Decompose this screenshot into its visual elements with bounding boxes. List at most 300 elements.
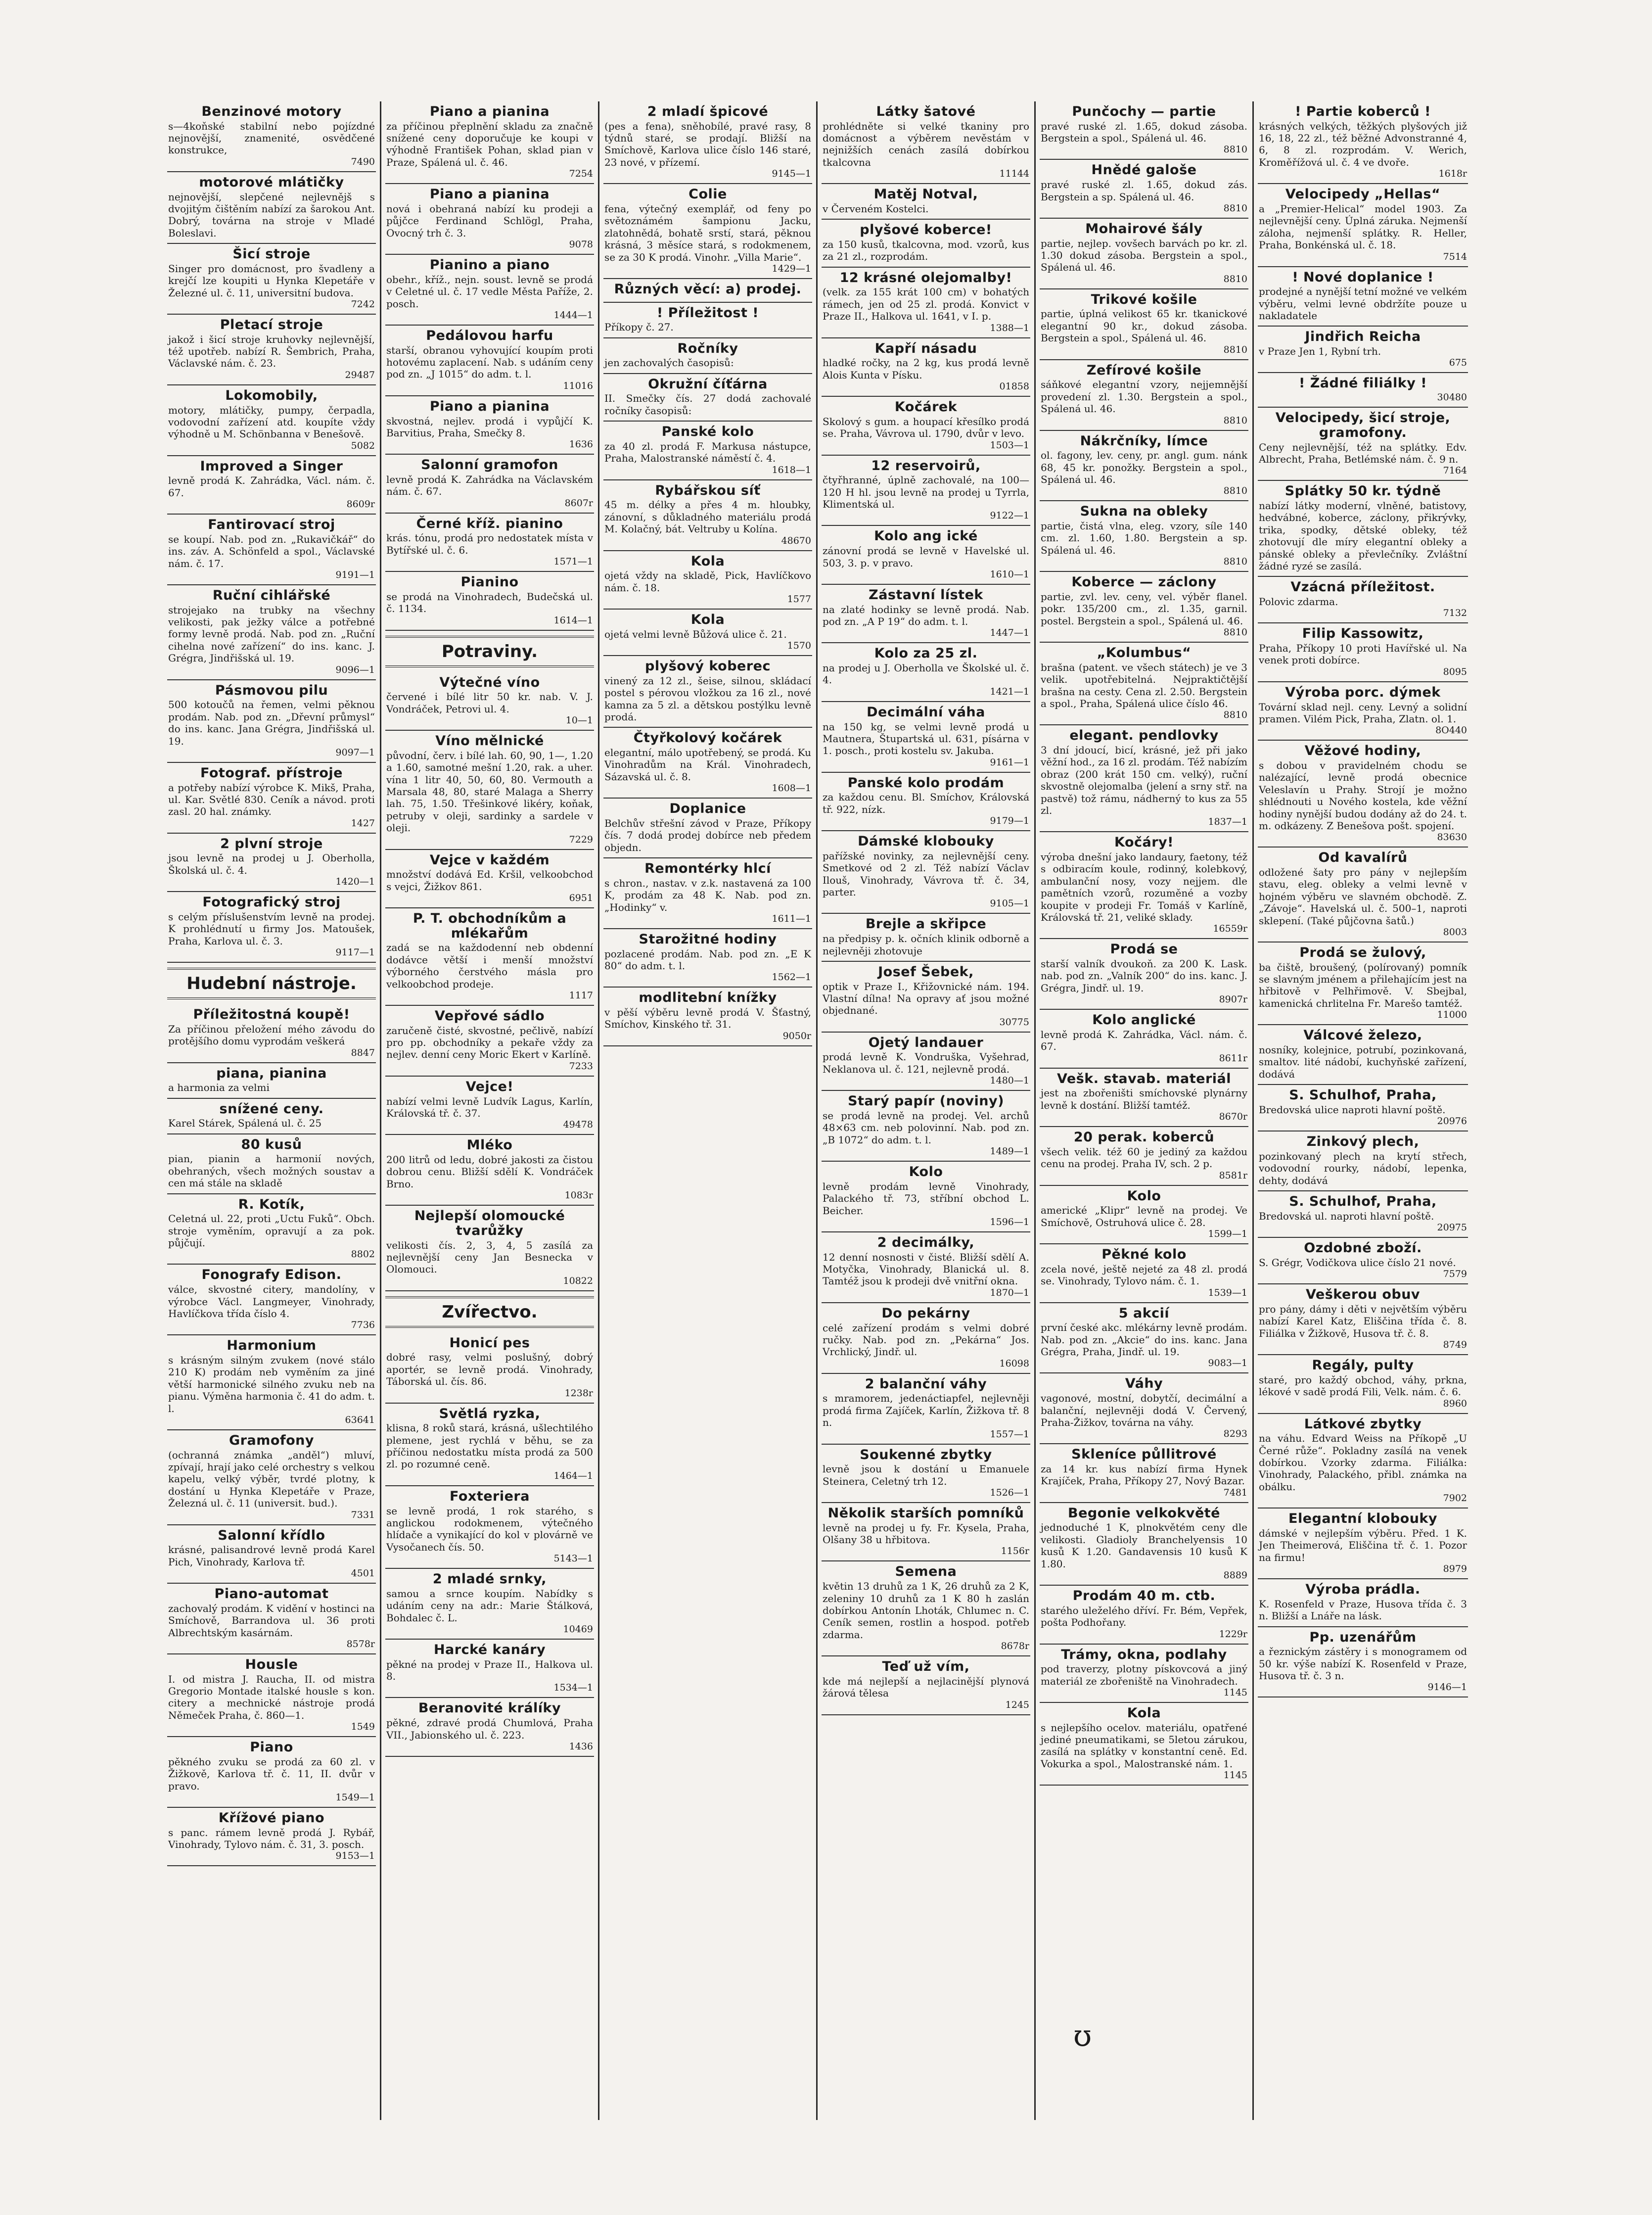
ad-reference-number: 9117—1: [335, 947, 375, 958]
classified-ad: [385, 1333, 594, 1404]
ad-title: ! Příležitost !: [656, 305, 759, 321]
ad-body: Tovární sklad nejl. ceny. Levný a solidní pramen. Vilém Pick, Praha, Zlatn. ol. 1.: [1259, 701, 1467, 725]
ad-title: Piano-automat: [214, 1586, 329, 1602]
ad-reference-number: 48670: [781, 535, 811, 546]
ad-body: Belchův střešní závod v Praze, Příkopy čís. 7 dodá prodej dobírce neb předem objedn.: [604, 817, 811, 853]
classified-ad: [603, 338, 812, 374]
ad-title: Kočárek: [894, 399, 958, 415]
ad-reference-number: 1503—1: [990, 439, 1029, 451]
ad-reference-number: 8749: [1443, 1339, 1467, 1351]
ad-reference-number: 7164: [1443, 465, 1467, 476]
ad-body: (ochranná známka „anděl“) mluví, zpívají, hrají jako celé orchestry s velkou kapelu, velký výběr, tvrdé plotny, k dostání u Hynka Klepetáře v Praze, Železná ul. č. 11 (universit. bud.).: [168, 1449, 375, 1509]
ad-reference-number: 8802: [351, 1249, 375, 1260]
classified-ad: [1040, 219, 1248, 289]
ad-body: pian, pianin a harmonií nových, obehraných, všech možných soustav a cen má stále na skladě: [168, 1153, 375, 1189]
ad-title: plyšový koberec: [645, 659, 771, 674]
classified-ad: [167, 244, 376, 315]
classified-ad: [1040, 725, 1248, 832]
ad-reference-number: 1436: [569, 1741, 593, 1752]
classified-ad: [1258, 1355, 1468, 1414]
ad-reference-number: 8095: [1443, 666, 1467, 677]
classified-ad: [167, 1134, 376, 1194]
ad-body: pěkné, zdravé prodá Chumlová, Praha VII., Jabionského ul. č. 223.: [386, 1717, 593, 1741]
ad-reference-number: 01858: [999, 381, 1029, 392]
ad-title: Josef Šebek,: [878, 964, 974, 980]
classified-ad: [1258, 741, 1468, 848]
ad-body: pod traverzy, plotny pískovcová a jiný materiál ze zbořeniště na Vinohradech.: [1041, 1663, 1247, 1687]
ad-reference-number: 1444—1: [553, 309, 593, 321]
ad-title: Velocipedy „Hellas“: [1285, 187, 1441, 202]
ad-body: krásné, palisandrové levně prodá Karel Pich, Vinohrady, Karlova tř.: [168, 1544, 375, 1568]
ad-reference-number: 1526—1: [990, 1487, 1029, 1498]
ad-reference-number: 8O440: [1435, 725, 1467, 736]
classified-ad: [167, 1063, 376, 1099]
ad-title: Piano a pianina: [429, 187, 550, 202]
classified-ad: [385, 184, 594, 255]
ad-reference-number: 1610—1: [990, 568, 1029, 580]
ad-title: S. Schulhof, Praha,: [1289, 1087, 1437, 1103]
ad-title: Pianino a piano: [429, 257, 550, 273]
classified-ad: [385, 850, 594, 908]
ad-title: Kolo za 25 zl.: [874, 646, 978, 661]
ad-title: Výroba porc. dýmek: [1285, 684, 1441, 700]
ad-body: I. od mistra J. Raucha, II. od mistra Gregorio Montade italské housle s kon. citery a mechnické nástroje prodá Němeček Praha, č. 860—1.: [168, 1673, 375, 1721]
classified-ad: [167, 1265, 376, 1335]
ad-body: Bredovská ulice naproti hlavní poště.: [1259, 1103, 1446, 1116]
ad-body: se koupí. Nab. pod zn. „Rukavičkář“ do ins. záv. A. Schönfeld a spol., Václavské nám. č. 17.: [168, 533, 375, 569]
ad-reference-number: 7229: [569, 834, 593, 845]
ad-title: Begonie velkokvěté: [1068, 1505, 1220, 1521]
ad-reference-number: 9083—1: [1208, 1358, 1247, 1369]
ad-reference-number: 20975: [1437, 1222, 1467, 1233]
classified-ad: [603, 374, 812, 422]
ad-reference-number: 8889: [1223, 1570, 1247, 1581]
ad-title: Harmonium: [227, 1338, 317, 1354]
newspaper-page: [163, 101, 1499, 2120]
ad-reference-number: 7490: [351, 156, 375, 167]
classified-ad: [1258, 682, 1468, 741]
ad-title: 12 krásné olejomalby!: [839, 270, 1012, 285]
classified-ad: [822, 1303, 1030, 1374]
classified-ad: [603, 988, 812, 1046]
classified-ad: [1258, 408, 1468, 481]
ad-title: Ročníky: [677, 340, 738, 356]
classified-ad: [822, 184, 1030, 220]
ad-reference-number: 8003: [1443, 927, 1467, 938]
classified-ad: [167, 456, 376, 515]
ad-reference-number: 1599—1: [1208, 1228, 1247, 1240]
ad-title: „Kolumbus“: [1097, 645, 1192, 661]
classified-ad: [822, 643, 1030, 702]
ad-reference-number: 1421—1: [990, 686, 1029, 697]
ad-body: zachovalý prodám. K vidění v hostinci na Smíchově, Barrandova ul. 36 proti Albrechtským kasárnám.: [168, 1602, 375, 1639]
ad-reference-number: 1549: [351, 1721, 375, 1733]
ad-reference-number: 8607r: [564, 497, 593, 509]
classified-ad: [822, 456, 1030, 526]
ad-reference-number: 1534—1: [553, 1682, 593, 1694]
ad-reference-number: 1388—1: [990, 322, 1029, 333]
ad-reference-number: 8810: [1223, 344, 1247, 355]
ad-title: plyšové koberce!: [860, 222, 992, 238]
ad-reference-number: 5082: [351, 440, 375, 451]
classified-ad: [822, 1232, 1030, 1303]
ad-body: levně prodá K. Zahrádka, Václ. nám. č. 67.: [1041, 1028, 1247, 1053]
ad-body: zcela nové, ještě nejeté za 48 zl. prodá se. Vinohrady, Tylovo nám. č. 1.: [1041, 1263, 1247, 1287]
ad-body: nosníky, kolejnice, potrubí, pozinkovaná, smaltov. lité nádobí, kuchyňské zařízení, dodává: [1259, 1043, 1467, 1080]
ad-body: ol. fagony, lev. ceny, pr. angl. gum. nánk 68, 45 kr. ponožky. Bergstein a spol., Spálená ul. 46.: [1041, 449, 1247, 485]
ad-body: květin 13 druhů za 1 K, 26 druhů za 2 K, zeleniny 10 druhů za 1 K 80 h zaslán dobírkou Antonín Lhoták, Chlumec n. C. Ceník semen, rostlin a hospod. potřeb zdarma.: [823, 1580, 1029, 1641]
ad-title: Kapří násadu: [874, 340, 977, 356]
section-heading: Potraviny.: [385, 636, 594, 667]
ad-title: Sukna na obleky: [1080, 504, 1208, 519]
ad-title: Výtečné víno: [439, 674, 540, 690]
ad-body: prodá levně K. Vondruška, Vyšehrad, Neklanova ul. č. 121, nejlevně prodá.: [823, 1051, 1029, 1075]
ad-title: Salonní gramofon: [421, 457, 558, 473]
ad-reference-number: 9179—1: [990, 815, 1029, 827]
ad-body: pozinkovaný plech na krytí střech, vodovodní rourky, nádobí, lepenka, dehty, dodává: [1259, 1150, 1467, 1186]
ad-reference-number: 1608—1: [772, 783, 811, 794]
ad-title: motorové mlátičky: [199, 174, 344, 190]
ad-body: a harmonia za velmi: [168, 1082, 270, 1094]
ad-body: fena, výtečný exemplář, od feny po světoznámém šampionu Jacku, zlatohnědá, bohatě srstí, stará, pěknou krásná, 3 měsíce stará, s rodokmenem, se za 30 K prodá. Vinohr. „Villa Marie“.: [604, 202, 811, 263]
classified-ad: [1258, 1414, 1468, 1509]
ad-reference-number: 8670r: [1219, 1111, 1247, 1123]
ad-title: Piano a pianina: [429, 398, 550, 414]
ad-title: S. Schulhof, Praha,: [1289, 1194, 1437, 1210]
ad-title: Výroba prádla.: [1305, 1582, 1421, 1598]
ad-title: Okružní číťárna: [648, 376, 768, 392]
ad-reference-number: 1117: [569, 990, 593, 1001]
classified-ad: [385, 255, 594, 326]
classified-ad: [385, 1206, 594, 1291]
ad-body: vagonové, mostní, dobytčí, decimální a balanční, nejlevněji dodá V. Červený, Praha-Žižkov, továrna na váhy.: [1041, 1392, 1247, 1428]
ad-title: Pedálovou harfu: [426, 328, 553, 343]
ad-body: levně prodám levně Vinohrady, Palackého tř. 73, stříbní obchod L. Beicher.: [823, 1180, 1029, 1217]
classified-ad: [1040, 1503, 1248, 1586]
classified-ad: [385, 1135, 594, 1206]
ad-body: zaručeně čisté, skvostné, pečlivě, nabízí pro pp. obchodníky a pekaře vždy za nejlev. denní ceny Moric Ekert v Karlíně.: [386, 1024, 593, 1061]
ad-reference-number: 5143—1: [553, 1553, 593, 1564]
ad-title: Ojetý landauer: [868, 1035, 984, 1050]
ad-reference-number: 11000: [1437, 1009, 1467, 1021]
ad-reference-number: 8810: [1223, 709, 1247, 721]
ad-reference-number: 7233: [569, 1060, 593, 1072]
ad-title: Světlá ryzka,: [439, 1406, 541, 1421]
classified-ad: [1040, 1186, 1248, 1244]
ad-reference-number: 1245: [1005, 1699, 1029, 1710]
classified-ad: [167, 1099, 376, 1134]
ad-body: Ceny nejlevnější, též na splátky. Edv. Albrecht, Praha, Betlémské nám. č. 9 n.: [1259, 441, 1467, 465]
ad-reference-number: 30480: [1437, 392, 1467, 403]
ad-body: partie, čistá vlna, eleg. vzory, síle 140 cm. zl. 1.60, 1.80. Bergstein a sp. Spálená ul. 46.: [1041, 520, 1247, 556]
ad-title: Vepřové sádlo: [434, 1008, 545, 1024]
ad-body: dobré rasy, velmi poslušný, dobrý aportér, se levně prodá. Vinohrady, Táborská ul. čís. 86.: [386, 1351, 593, 1388]
ad-reference-number: 8810: [1223, 273, 1247, 284]
classified-ad: [1040, 832, 1248, 939]
ad-title: Víno mělnické: [435, 733, 544, 749]
ad-body: původní, červ. i bílé lah. 60, 90, 1—, 1.20 a 1.60, samotné mešní 1.20, rak. a uher. vína 1 litr 40, 50, 60, 80. Vermouth a Marsala 48, 80, staré Malaga a Sherry lah. 75, 1.50. Třešinkové likéry, koňak, petruby v oleji, sardinky a sardele v oleji.: [386, 749, 593, 834]
ad-body: na prodej u J. Oberholla ve Školské ul. č. 4.: [823, 662, 1029, 686]
ad-body: v pěší výběru levně prodá V. Šťastný, Smíchov, Kinského tř. 31.: [604, 1006, 811, 1031]
ad-reference-number: 1447—1: [990, 627, 1029, 639]
ad-reference-number: 1618r: [1438, 168, 1467, 180]
ad-reference-number: 1618—1: [772, 464, 811, 475]
classified-ad: [385, 1077, 594, 1135]
classified-ad: [1258, 327, 1468, 373]
ad-reference-number: 1870—1: [990, 1287, 1029, 1298]
ad-body: s panc. rámem levně prodá J. Rybář, Vinohrady, Tylovo nám. č. 31, 3. posch.: [168, 1826, 375, 1851]
ad-title: Decimální váha: [867, 704, 985, 720]
ad-reference-number: 1636: [569, 439, 593, 450]
ad-reference-number: 11016: [563, 380, 593, 391]
ad-title: Piano: [250, 1740, 293, 1755]
ad-reference-number: 1596—1: [990, 1216, 1029, 1227]
classified-ad: [1258, 577, 1468, 623]
ad-body: 12 denní nosnosti v čisté. Bližší sdělí A. Motyčka, Vinohrady, Blanická ul. 8. Tamtéž jsou k prodeji dvě vnitřní okna.: [823, 1251, 1029, 1287]
classified-ad: [1040, 501, 1248, 572]
classified-ad: [167, 680, 376, 763]
classified-ad: [167, 1194, 376, 1265]
classified-ad: [167, 1584, 376, 1654]
ad-body: levně prodá K. Zahrádka, Václ. nám. č. 67.: [168, 474, 375, 499]
ad-title: Semena: [895, 1564, 957, 1580]
ad-title: Panské kolo prodám: [847, 775, 1005, 791]
ad-reference-number: 7481: [1223, 1487, 1247, 1498]
ad-title: Kola: [690, 553, 725, 569]
classified-ad: [1040, 1645, 1248, 1703]
ad-reference-number: 1145: [1223, 1770, 1247, 1781]
ad-reference-number: 10—1: [565, 715, 593, 726]
classified-ad: [167, 385, 376, 456]
ad-body: staré, pro každý obchod, váhy, prkna, lékové v sadě prodá Fili, Velk. nám. č. 6.: [1259, 1373, 1467, 1398]
classified-ad: [1040, 1244, 1248, 1303]
ad-body: sáňkové elegantní vzory, nejjemnější provedení zl. 1.30. Bergstein a spol., Spálená ul. 46.: [1041, 378, 1247, 415]
ad-title: Nejlepší olomoucké tvarůžky: [414, 1208, 565, 1238]
ad-title: Jindřich Reicha: [1305, 329, 1421, 345]
ad-reference-number: 1238r: [564, 1387, 593, 1399]
ad-body: Praha, Příkopy 10 proti Havířské ul. Na venek proti dobírce.: [1259, 642, 1467, 666]
ad-body: Celetná ul. 22, proti „Uctu Fuků“. Obch. stroje vyměním, opravují a za pok. půjčují.: [168, 1213, 375, 1249]
ad-body: v Červeném Kostelci.: [823, 202, 929, 215]
ad-reference-number: 7254: [569, 168, 593, 180]
ad-title: modlitební knížky: [639, 990, 777, 1006]
ad-reference-number: 9191—1: [335, 569, 375, 581]
classified-ad: [167, 172, 376, 244]
ad-title: Punčochy — partie: [1072, 104, 1216, 119]
ad-title: Filip Kassowitz,: [1302, 626, 1424, 642]
ad-title: Šicí stroje: [232, 246, 311, 262]
ad-body: na zlaté hodinky se levně prodá. Nab. pod zn. „A P 19“ do adm. t. l.: [823, 603, 1029, 627]
ad-body: na 150 kg, se velmi levně prodá u Mautnera, Štupartská ul. 631, písárna v 1. posch., proti kostelu sv. Jakuba.: [823, 720, 1029, 757]
ad-body: za příčinou přeplnění skladu za značně snížené ceny doporučuje ke koupi v výhodně František Pohan, sklad pian v Praze, Spálená ul. č. 46.: [386, 120, 593, 168]
ad-body: 500 kotoučů na řemen, velmi pěknou prodám. Nab. pod zn. „Dřevní průmysl“ do ins. kanc. Jana Grégra, Jindřišská ul. 19.: [168, 699, 375, 747]
classified-ad: [1258, 1508, 1468, 1579]
ad-body: samou a srnce koupím. Nabídky s udáním ceny na adr.: Marie Štálková, Bohdalec č. L.: [386, 1587, 593, 1624]
ad-body: velikosti čís. 2, 3, 4, 5 zasílá za nejlevnější ceny Jan Besnecka v Olomouci.: [386, 1239, 593, 1275]
ad-title: Prodám 40 m. ctb.: [1072, 1588, 1216, 1604]
classified-ad: [603, 728, 812, 799]
ad-body: ojetá vždy na skladě, Pick, Havlíčkovo nám. č. 18.: [604, 569, 811, 594]
ad-reference-number: 9096—1: [335, 664, 375, 675]
classified-ad: [167, 892, 376, 963]
ad-reference-number: 30775: [999, 1016, 1029, 1028]
ad-title: Křížové piano: [218, 1810, 325, 1826]
ad-body: pro pány, dámy i děti v největším výběru nabízí Karel Katz, Eliščina třída č. 8. Filiálka v Žižkově, Husova tř. č. 8.: [1259, 1303, 1467, 1339]
ad-body: jsou levně na prodej u J. Oberholla, Školská ul. č. 4.: [168, 852, 375, 876]
ad-body: a „Premier-Helical“ model 1903. Za nejlevnější ceny. Úplná záruka. Nejmenší záloha, nejmenší splátky. R. Heller, Praha, Bonkénská ul. č. 18.: [1259, 202, 1467, 251]
ad-body: všech velik. též 60 je jediný za každou cenu na prodej. Praha IV, sch. 2 p.: [1041, 1145, 1247, 1170]
ad-reference-number: 1557—1: [990, 1428, 1029, 1440]
classified-ad: [603, 279, 812, 303]
ad-reference-number: 9161—1: [990, 756, 1029, 768]
classified-ad: [167, 834, 376, 892]
ad-body: krásných velkých, těžkých plyšových již 16, 18, 22 zl., též běžné Advonstranné 4, 6, 8 zl. rozprodám. V. Werich, Kroměřížová ul. č. 4 ve dvoře.: [1259, 120, 1467, 168]
ad-body: nejnovější, slepčené nejlevnějš s dvojitým čištěním nabízí za šarokou Ant. Dobrý, továrna na stroje v Mladé Boleslavi.: [168, 190, 375, 239]
ad-body: ojetá velmi levně Bůžová ulice č. 21.: [604, 628, 787, 640]
classified-ad: [167, 1654, 376, 1737]
classified-ad: [385, 101, 594, 184]
ad-title: Doplanice: [669, 801, 746, 817]
classified-ad: [822, 526, 1030, 584]
ad-title: Starý papír (noviny): [848, 1093, 1004, 1109]
ad-body: pravé ruské zl. 1.65, dokud zás. Bergstein a sp. Spálená ul. 46.: [1041, 179, 1247, 203]
ad-title: snížené ceny.: [219, 1101, 324, 1117]
ad-body: s krásným silným zvukem (nové stálo 210 K) prodám neb vyměním za jiné větší harmonické silného zvuku neb na pianu. Výměna harmonia č. 41 do adm. t. l.: [168, 1354, 375, 1414]
classified-ad: [822, 268, 1030, 338]
ad-reference-number: 7331: [351, 1509, 375, 1520]
ad-body: Singer pro domácnost, pro švadleny a krejčí lze koupiti u Hynka Klepetáře v Železné ul. č. 11, universitní budova.: [168, 262, 375, 299]
classified-ad: [822, 773, 1030, 831]
classified-ad: [603, 858, 812, 929]
ad-title: Vešk. stavab. materiál: [1056, 1071, 1232, 1086]
ad-title: Kola: [690, 612, 725, 627]
ad-title: Věžové hodiny,: [1304, 743, 1422, 759]
ad-title: Fantirovací stroj: [208, 517, 335, 533]
ad-reference-number: 1464—1: [553, 1470, 593, 1481]
ad-body: vinený za 12 zl., šeise, silnou, skládací postel s pérovou vložkou za 16 zl., nové kamna za 5 zl. a dětskou postýlku levně prodá.: [604, 674, 811, 723]
ad-body: strojejako na trubky na všechny velikosti, pak ježky válce a potřebné formy levně prodá. Nab. pod zn. „Ruční cihelna nové zařízení“ do ins. kanc. J. Grégra, Jindřišská ul. 19.: [168, 604, 375, 664]
classified-ad: [1040, 160, 1248, 218]
ad-body: za 150 kusů, tkalcovna, mod. vzorů, kus za 21 zl., rozprodám.: [823, 238, 1029, 263]
ad-title: Housle: [245, 1656, 298, 1672]
ad-reference-number: 9105—1: [990, 898, 1029, 909]
ad-body: s mramorem, jedenáctiapfel, nejlevněji prodá firma Zajíček, Karlín, Žižkova tř. 8 n.: [823, 1392, 1029, 1429]
classified-ad: [822, 1656, 1030, 1715]
classified-ad: [1040, 1303, 1248, 1374]
ad-reference-number: 10822: [563, 1275, 593, 1286]
ad-body: dámské v nejlepším výběru. Před. 1 K. Jen Theimerová, Eliščina tř. č. 1. Pozor na firmu!: [1259, 1527, 1467, 1563]
ad-body: starší, obranou vyhovující koupím proti hotovému zaplacení. Nab. s udáním ceny pod zn. „J 1015“ do adm. t. l.: [386, 344, 593, 380]
ad-body: Karel Stárek, Spálená ul. č. 25: [168, 1117, 322, 1130]
ad-body: pravé ruské zl. 1.65, dokud zásoba. Bergstein a spol., Spálená ul. 46.: [1041, 120, 1247, 144]
classified-ad: [385, 1006, 594, 1077]
ad-title: 2 plvní stroje: [220, 836, 323, 851]
ad-body: celé zařízení prodám s velmi dobré ručky. Nab. pod zn. „Pekárna“ Jos. Vrchlický, Jindř. ul.: [823, 1321, 1029, 1358]
ad-title: Zefírové košile: [1086, 362, 1202, 378]
classified-ad: [822, 962, 1030, 1033]
ad-body: klisna, 8 roků stará, krásná, ušlechtilého plemene, jest rychlá v běhu, se za příčinou nedostatku místa prodá za 500 zl. po rozumné ceně.: [386, 1422, 593, 1470]
ad-reference-number: 11144: [999, 168, 1029, 180]
classified-ad: [822, 1503, 1030, 1561]
ad-reference-number: 9078: [569, 239, 593, 250]
ad-reference-number: 8847: [351, 1047, 375, 1058]
classified-ad: [1040, 431, 1248, 502]
classified-ad: [385, 396, 594, 455]
ad-title: Fotograf. přístroje: [200, 765, 343, 781]
ad-title: Piano a pianina: [429, 104, 550, 119]
classified-ad: [385, 1698, 594, 1756]
ad-reference-number: 1229r: [1219, 1628, 1247, 1640]
classified-ad: [822, 1374, 1030, 1445]
ad-title: Beranovité králíky: [418, 1700, 561, 1716]
handwritten-mark: ʊ: [1073, 2019, 1092, 2053]
ad-title: 5 akcií: [1118, 1305, 1170, 1321]
ad-reference-number: 8960: [1443, 1398, 1467, 1409]
ad-reference-number: 9050r: [782, 1030, 811, 1041]
ad-reference-number: 1480—1: [990, 1075, 1029, 1086]
classified-ad: [167, 515, 376, 585]
ad-title: Trámy, okna, podlahy: [1061, 1647, 1227, 1662]
ad-body: optik v Praze I., Křižovnické nám. 194. Vlastní dílna! Na opravy ať jsou možné objednané.: [823, 980, 1029, 1017]
ad-title: Pěkné kolo: [1101, 1247, 1187, 1263]
ad-title: Pásmovou pilu: [215, 682, 328, 698]
classified-ad: [1258, 1131, 1468, 1191]
ad-title: Váhy: [1125, 1376, 1163, 1392]
ad-body: s chron., nastav. v z.k. nastavená za 100 K, prodám za 48 K. Nab. pod zn. „Hodinky“ v.: [604, 877, 811, 913]
ad-reference-number: 29487: [345, 369, 375, 380]
ad-body: starého uleželého dříví. Fr. Bém, Vepřek, pošta Podhořany.: [1041, 1604, 1247, 1629]
ad-reference-number: 6951: [569, 893, 593, 904]
classified-ad: [167, 1335, 376, 1430]
ad-reference-number: 1427: [351, 817, 375, 829]
ad-title: Kolo anglické: [1092, 1012, 1196, 1028]
ad-body: krás. tónu, prodá pro nedostatek místa v Bytířské ul. č. 6.: [386, 532, 593, 556]
ad-reference-number: 9097—1: [335, 747, 375, 758]
ad-body: K. Rosenfeld v Praze, Husova třída č. 3 n. Bližší a Lnáře na lásk.: [1259, 1598, 1467, 1622]
ad-body: se prodá levně na prodej. Vel. archů 48×63 cm. neb polovinní. Nab. pod zn. „B 1072“ do adm. t. l.: [823, 1109, 1029, 1146]
ad-title: 20 perak. koberců: [1073, 1130, 1215, 1145]
ad-body: nová i obehraná nabízí ku prodeji a půjčce Ferdinand Schlögl, Praha, Ovocný trh č. 3.: [386, 202, 593, 239]
ad-body: brašna (patent. ve všech státech) je ve 3 velik. upotřebitelná. Nejpraktičtější brašna na cesty. Cena zl. 2.50. Bergstein a spol., Praha, Spálená ulice číslo 46.: [1041, 661, 1247, 709]
ad-reference-number: 7736: [351, 1320, 375, 1331]
ad-body: kde má nejlepší a nejlacinější plynová žárová tělesa: [823, 1675, 1029, 1699]
classified-ad: [167, 1808, 376, 1866]
ad-body: levně na prodej u fy. Fr. Kysela, Praha, Olšany 38 u hřbitova.: [823, 1521, 1029, 1546]
ad-title: R. Kotík,: [238, 1196, 305, 1212]
classified-ad: [822, 1162, 1030, 1232]
ad-reference-number: 16098: [999, 1358, 1029, 1369]
ad-body: obehr., kříž., nejn. soust. levně se prodá v Celetné ul. č. 17 vedle Města Paříže, 2. posch.: [386, 273, 593, 310]
ad-title: Soukenné zbytky: [860, 1447, 992, 1462]
ad-reference-number: 9145—1: [772, 168, 811, 180]
ad-reference-number: 8979: [1443, 1563, 1467, 1575]
ad-title: Černé kříž. pianino: [416, 516, 563, 531]
ad-reference-number: 63641: [345, 1414, 375, 1425]
ad-reference-number: 1614—1: [553, 614, 593, 626]
section-heading: Hudební nástroje.: [167, 968, 376, 999]
ad-title: Velocipedy, šicí stroje, gramofony.: [1275, 410, 1451, 440]
classified-ad: [167, 1525, 376, 1584]
classified-ad: [822, 1033, 1030, 1091]
classified-ad: [822, 397, 1030, 455]
classified-ad: [1040, 643, 1248, 725]
classified-ad: [1040, 1586, 1248, 1644]
ad-reference-number: 8611r: [1219, 1052, 1247, 1064]
ad-body: partie, úplná velikost 65 kr. tkanickové elegantní 90 kr., dokud zásoba. Bergstein a spol., Spálená ul. 46.: [1041, 308, 1247, 344]
ad-reference-number: 8810: [1223, 485, 1247, 497]
ad-title: Koberce — záclony: [1071, 574, 1217, 590]
ad-reference-number: 8578r: [346, 1638, 375, 1649]
